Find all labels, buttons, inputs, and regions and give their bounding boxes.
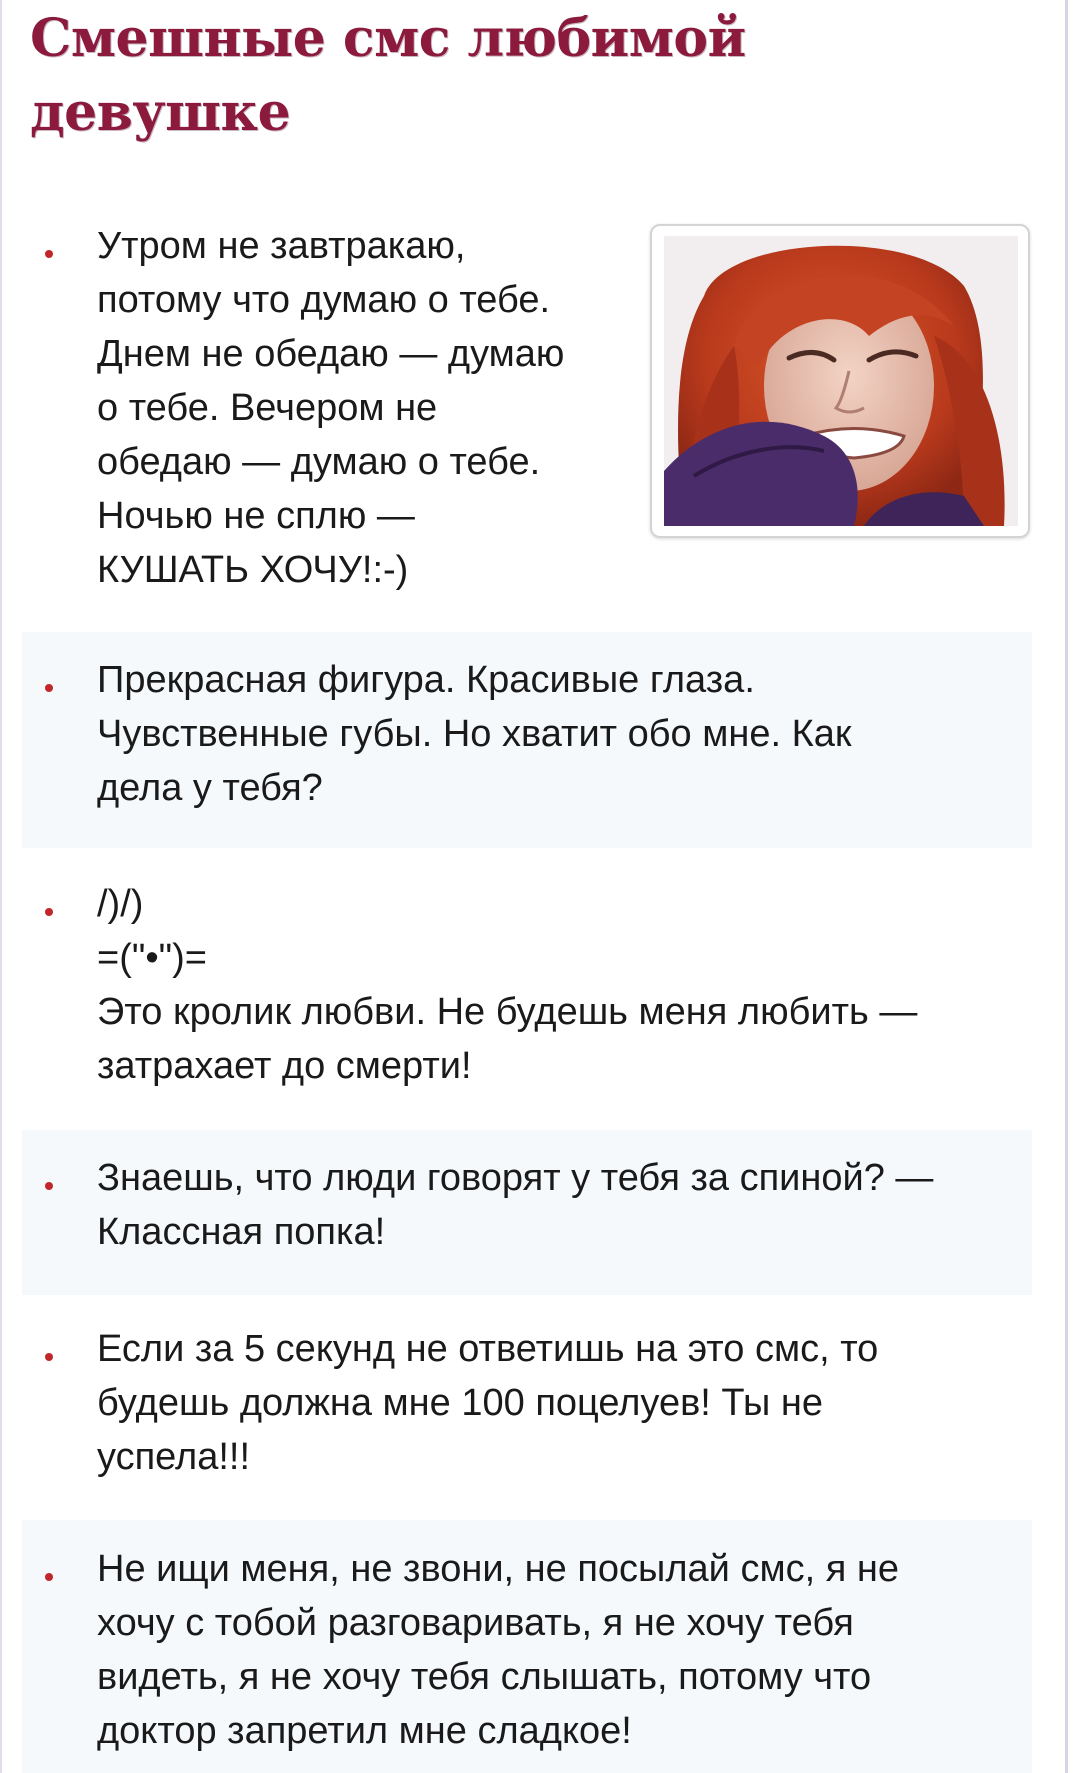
list-item bbox=[22, 860, 1032, 1110]
list-item-text: Не ищи меня, не звони, не посылай смс, я не хочу с тобой разговаривать, я не хочу тебя видеть, я не хочу тебя слышать, потому что доктор запретил мне сладкое! bbox=[97, 1548, 899, 1752]
list-item bbox=[22, 1130, 1032, 1295]
list-item-text: Утром не завтракаю, потому что думаю о тебе. Днем не обедаю — думаю о тебе. Вечером не обедаю — думаю о тебе. Ночью не сплю — КУШАТЬ ХОЧУ!:-) bbox=[97, 225, 565, 591]
bullet-icon bbox=[45, 250, 53, 258]
list-item-text: /)/) =("•")= Это кролик любви. Не будешь меня любить — затрахает до смерти! bbox=[97, 883, 918, 1087]
list-item-text: Знаешь, что люди говорят у тебя за спиной? — Классная попка! bbox=[97, 1157, 934, 1253]
bullet-icon bbox=[45, 1573, 53, 1581]
bullet-icon bbox=[45, 1182, 53, 1190]
page-title: Смешные смс любимой девушке bbox=[30, 8, 746, 143]
list-item bbox=[22, 1300, 1032, 1500]
bullet-icon bbox=[45, 908, 53, 916]
page-border bbox=[0, 0, 2, 1773]
bullet-icon bbox=[45, 1353, 53, 1361]
list-item bbox=[22, 632, 1032, 848]
photo-frame bbox=[650, 224, 1030, 538]
list-item-text: Если за 5 секунд не ответишь на это смс, то будешь должна мне 100 поцелуев! Ты не успела!!! bbox=[97, 1328, 879, 1478]
list-item bbox=[22, 1520, 1032, 1773]
woman-photo-image bbox=[664, 236, 1018, 526]
list-item-text: Прекрасная фигура. Красивые глаза. Чувственные губы. Но хватит обо мне. Как дела у тебя? bbox=[97, 659, 852, 809]
bullet-icon bbox=[45, 684, 53, 692]
